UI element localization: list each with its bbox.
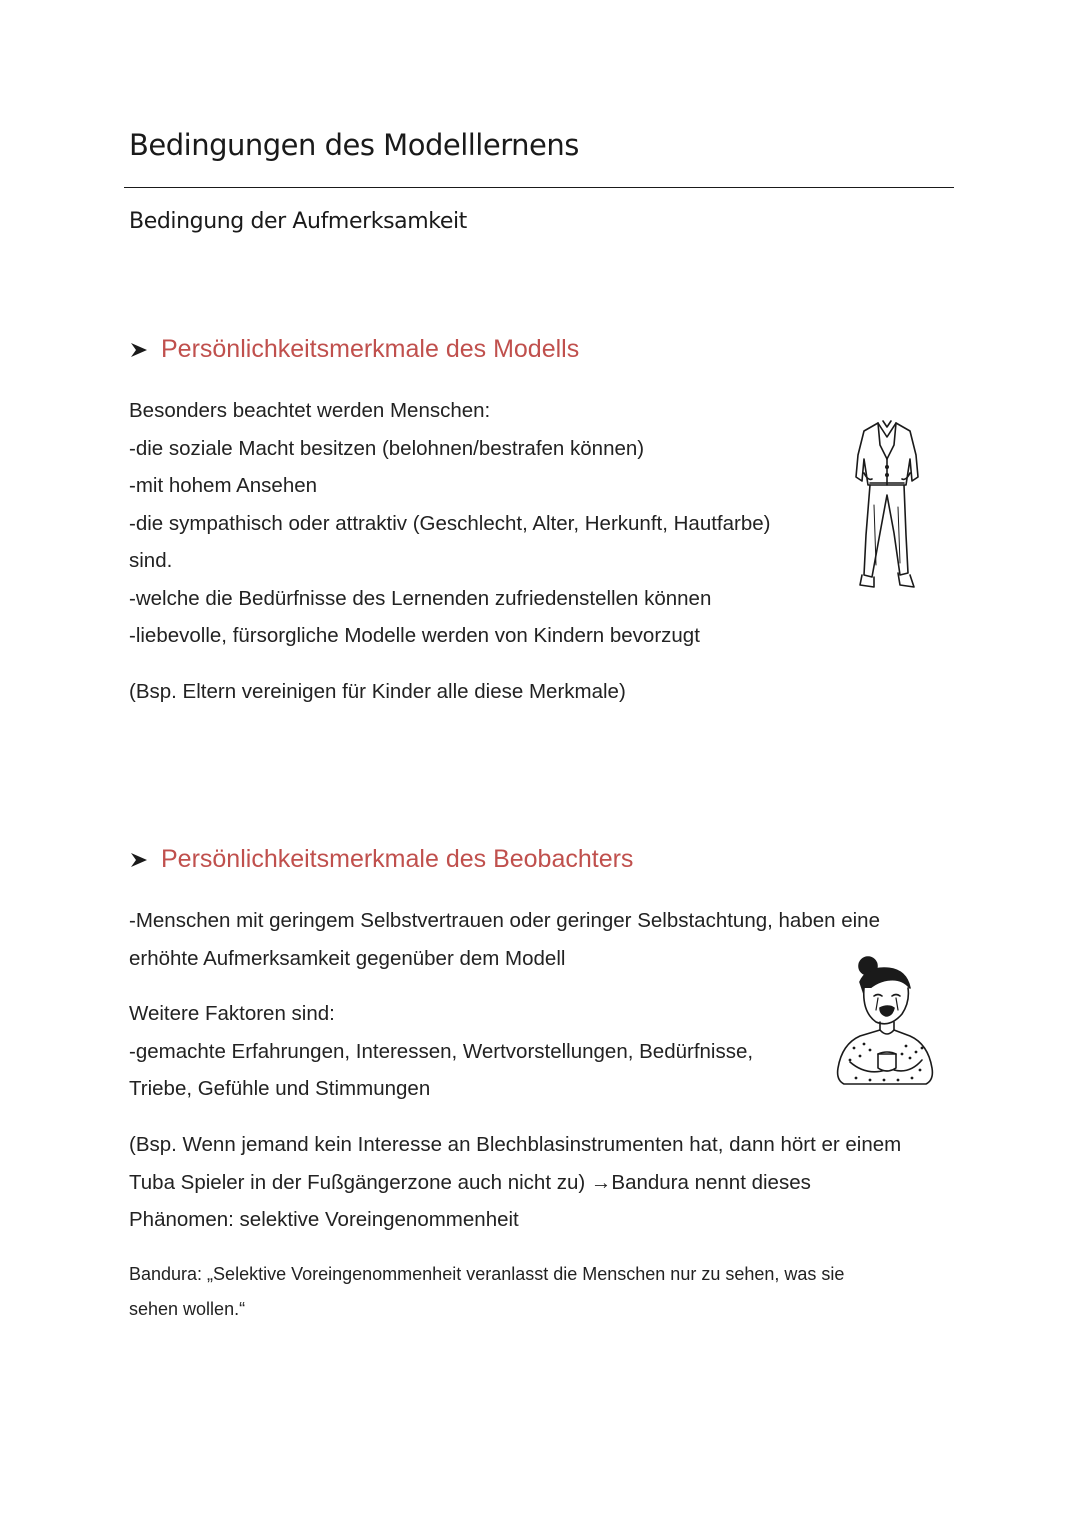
section-heading-model	[129, 335, 579, 364]
text-line: Phänomen: selektive Voreingenommenheit	[129, 1208, 519, 1231]
text-line: -mit hohem Ansehen	[129, 474, 318, 497]
text-line: (Bsp. Wenn jemand kein Interesse an Blechblasinstrumenten hat, dann hört er einem	[129, 1133, 902, 1156]
text-line: -Menschen mit geringem Selbstvertrauen oder geringer Selbstachtung, haben eine	[129, 909, 880, 932]
section-heading-observer	[129, 845, 633, 874]
page-title: Bedingungen des Modelllernens	[129, 128, 579, 162]
observer-factors	[129, 995, 753, 1108]
text-line: Tuba Spieler in der Fußgängerzone auch nicht zu) →Bandura nennt dieses	[129, 1170, 811, 1194]
text-line: Besonders beachtet werden Menschen:	[129, 399, 491, 422]
text-line: -liebevolle, fürsorgliche Modelle werden von Kindern bevorzugt	[129, 624, 700, 647]
section-heading-label: Persönlichkeitsmerkmale des Modells	[161, 335, 580, 363]
title-divider	[124, 187, 954, 188]
observer-example	[129, 1126, 901, 1239]
arrow-bullet-icon	[129, 850, 149, 870]
page-subtitle: Bedingung der Aufmerksamkeit	[129, 209, 467, 234]
model-traits-list	[129, 392, 770, 655]
model-example	[129, 673, 626, 711]
crying-woman-icon	[830, 952, 940, 1094]
observer-intro	[129, 902, 880, 977]
man-in-suit-icon	[850, 415, 925, 595]
quote-line: Bandura: „Selektive Voreingenommenheit veranlasst die Menschen nur zu sehen, was sie	[129, 1264, 845, 1284]
text-line: Weitere Faktoren sind:	[129, 1002, 335, 1025]
text-line: erhöhte Aufmerksamkeit gegenüber dem Modell	[129, 946, 566, 970]
text-line: sind.	[129, 549, 173, 572]
text-line: -die sympathisch oder attraktiv (Geschlecht, Alter, Herkunft, Hautfarbe)	[129, 511, 771, 535]
text-line: -die soziale Macht besitzen (belohnen/bestrafen können)	[129, 436, 645, 460]
example-text: (Bsp. Eltern vereinigen für Kinder alle diese Merkmale)	[129, 680, 626, 703]
section-heading-label: Persönlichkeitsmerkmale des Beobachters	[161, 845, 634, 873]
text-line: -gemachte Erfahrungen, Interessen, Wertvorstellungen, Bedürfnisse,	[129, 1039, 754, 1063]
bandura-quote	[129, 1257, 844, 1327]
quote-line: sehen wollen.“	[129, 1299, 246, 1319]
text-line: -welche die Bedürfnisse des Lernenden zufriedenstellen können	[129, 586, 712, 610]
text-line: Triebe, Gefühle und Stimmungen	[129, 1077, 431, 1100]
arrow-bullet-icon	[129, 340, 149, 360]
